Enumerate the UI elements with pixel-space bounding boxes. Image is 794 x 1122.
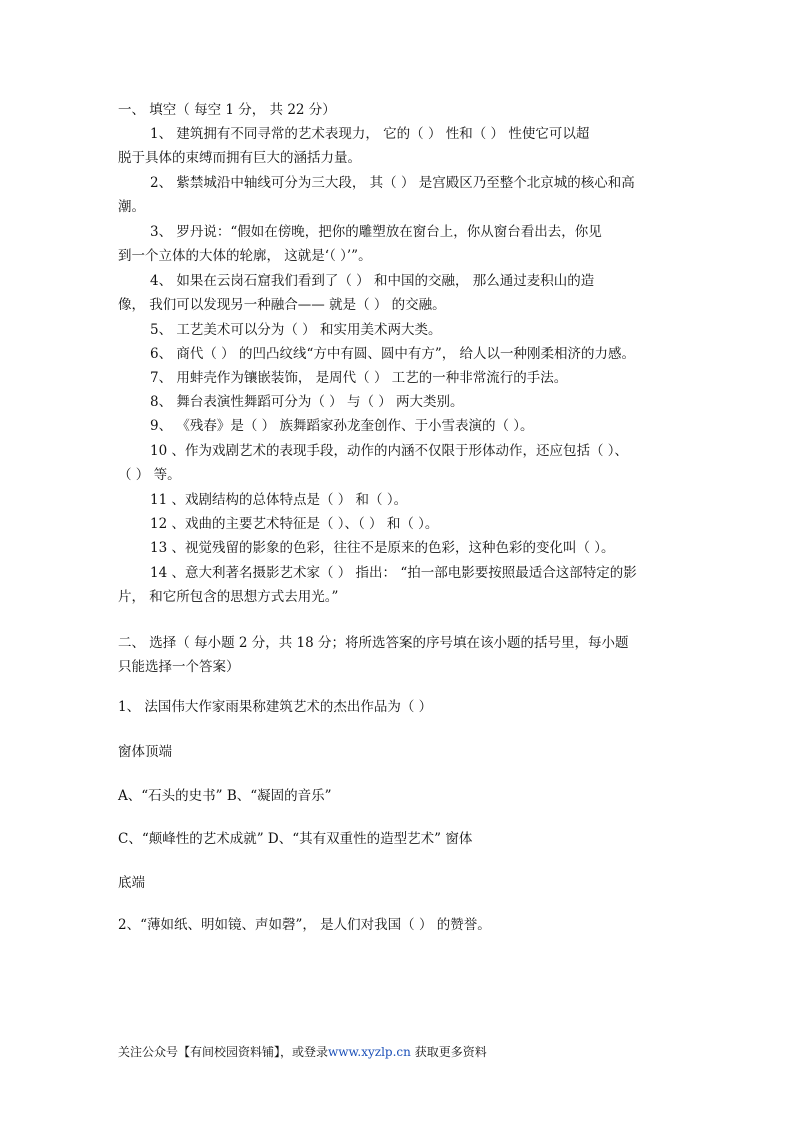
form-bottom-marker: 底端 bbox=[118, 875, 145, 891]
footer-link[interactable]: www.xyzlp.cn bbox=[328, 1045, 411, 1059]
question-5: 5、 工艺美术可以分为（ ） 和实用美术两大类。 bbox=[150, 322, 442, 338]
question-11: 11 、戏剧结构的总体特点是（ ） 和（ ）。 bbox=[150, 492, 408, 508]
question-1-line-1: 1、 建筑拥有不同寻常的艺术表现力， 它的（ ） 性和（ ） 性使它可以超 bbox=[150, 126, 590, 142]
section2-heading-line-2: 只能选择一个答案） bbox=[118, 659, 240, 675]
question-1-line-2: 脱于具体的束缚而拥有巨大的涵括力量。 bbox=[118, 150, 361, 166]
question-8: 8、 舞台表演性舞蹈可分为（ ） 与（ ） 两大类别。 bbox=[150, 394, 464, 410]
section1-heading: 一、 填空（ 每空 1 分， 共 22 分） bbox=[118, 102, 336, 118]
question-14-line-1: 14 、意大利著名摄影艺术家（ ） 指出： “拍一部电影要按照最适合这部特定的影 bbox=[150, 565, 637, 581]
question-2-line-2: 潮。 bbox=[118, 199, 145, 215]
question-4-line-1: 4、 如果在云岗石窟我们看到了（ ） 和中国的交融， 那么通过麦积山的造 bbox=[150, 273, 595, 289]
question-7: 7、 用蚌壳作为镶嵌装饰， 是周代（ ） 工艺的一种非常流行的手法。 bbox=[150, 370, 568, 386]
question-12: 12 、戏曲的主要艺术特征是（ ）、（ ） 和（ ）。 bbox=[150, 516, 439, 532]
question-3-line-1: 3、 罗丹说：“假如在傍晚，把你的雕塑放在窗台上，你从窗台看出去，你见 bbox=[150, 224, 602, 240]
question-3-line-2: 到一个立体的大体的轮廓， 这就是‘（ ）’”。 bbox=[118, 248, 372, 264]
question-9: 9、 《残春》是（ ） 族舞蹈家孙龙奎创作、于小雪表演的（ ）。 bbox=[150, 418, 534, 434]
mc-question-1: 1、 法国伟大作家雨果称建筑艺术的杰出作品为（ ） bbox=[118, 699, 433, 715]
footer-prefix: 关注公众号【有间校园资料铺】，或登录 bbox=[118, 1045, 329, 1059]
mc-options-cd: C、“颠峰性的艺术成就” D、“其有双重性的造型艺术” 窗体 bbox=[118, 831, 473, 847]
footer-note bbox=[118, 1043, 487, 1060]
question-14-line-2: 片， 和它所包含的思想方式去用光。” bbox=[118, 589, 339, 605]
mc-question-2: 2、“薄如纸、明如镜、声如磬”， 是人们对我国（ ） 的赞誉。 bbox=[118, 917, 491, 933]
question-13: 13 、视觉残留的影象的色彩，往往不是原来的色彩，这种色彩的变化叫（ ）。 bbox=[150, 540, 615, 556]
section2-heading-line-1: 二、 选择（ 每小题 2 分，共 18 分；将所选答案的序号填在该小题的括号里，每小题 bbox=[118, 635, 629, 651]
question-6: 6、 商代（ ） 的凹凸纹线“方中有圆、圆中有方”， 给人以一种刚柔相济的力感。 bbox=[150, 346, 636, 362]
form-top-marker: 窗体顶端 bbox=[118, 744, 172, 760]
question-4-line-2: 像， 我们可以发现另一种融合—— 就是（ ） 的交融。 bbox=[118, 297, 446, 313]
mc-options-ab: A、“石头的史书” B、“凝固的音乐” bbox=[118, 788, 332, 804]
footer-suffix: 获取更多资料 bbox=[410, 1045, 487, 1059]
question-2-line-1: 2、 紫禁城沿中轴线可分为三大段， 其（ ） 是宫殿区乃至整个北京城的核心和高 bbox=[150, 175, 635, 191]
question-10-line-1: 10 、作为戏剧艺术的表现手段，动作的内涵不仅限于形体动作，还应包括（ ）、 bbox=[150, 443, 629, 459]
question-10-line-2: （ ） 等。 bbox=[118, 467, 181, 483]
